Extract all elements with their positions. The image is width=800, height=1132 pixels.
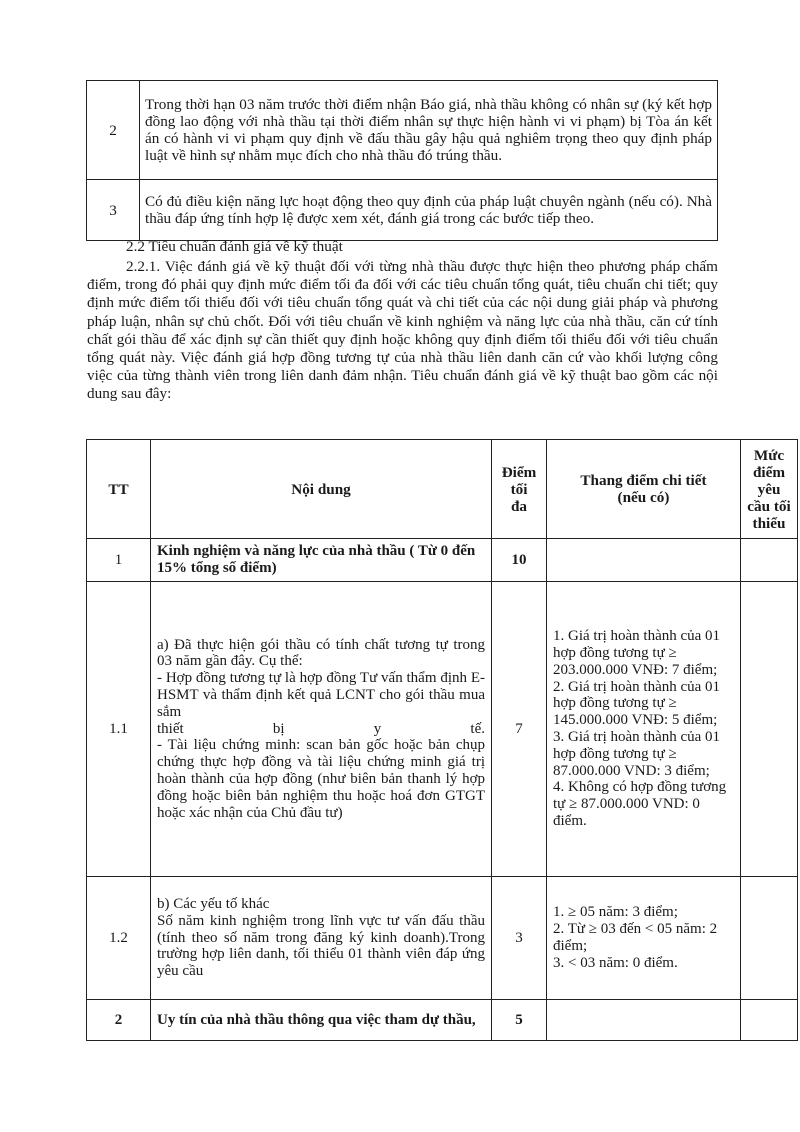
header-min-line: Mức xyxy=(753,446,785,464)
header-max-line: đa xyxy=(510,497,528,515)
table-row xyxy=(87,582,798,877)
header-detail-line: Thang điểm chi tiết xyxy=(580,472,707,489)
table-row xyxy=(87,1000,798,1041)
detail-item: 3. < 03 năm: 0 điểm. xyxy=(553,954,678,971)
content-spread-line xyxy=(157,721,485,738)
content-part: b) Các yếu tố khác xyxy=(157,896,270,912)
row-tt: 1.1 xyxy=(87,582,151,877)
row-detail xyxy=(547,539,741,582)
row-min-score xyxy=(741,877,798,1000)
content-part: a) Đã thực hiện gói thầu có tính chất tương tự trong 03 năm gần đây. Cụ thể: xyxy=(157,636,485,670)
header-max-score xyxy=(492,440,547,539)
detail-item: 1. ≥ 05 năm: 3 điểm; xyxy=(553,904,678,921)
header-min-line: thiểu xyxy=(752,514,786,532)
header-max-line: Điểm xyxy=(501,463,537,481)
content-word: bị xyxy=(272,720,285,737)
table-header-row xyxy=(87,440,798,539)
section-paragraph: 2.2.1. Việc đánh giá về kỹ thuật đối với từng nhà thầu được thực hiện theo phương pháp chấm điểm, trong đó phải quy định mức điểm tối đa đối với các tiêu chuẩn tổng quát, tiêu chuẩn chi tiết; quy định mức điểm tối thiểu đối với tiêu chuẩn tổng quát và chi tiết của các nội dung giải pháp và phương pháp luận, nhân sự chủ chốt. Đối với tiêu chuẩn về kinh nghiệm và năng lực của nhà thầu, căn cứ tính chất gói thầu để xác định sự cần thiết quy định hoặc không quy định điểm tối thiểu đối với tiêu chuẩn tổng quát này. Việc đánh giá hợp đồng tương tự của nhà thầu liên danh căn cứ vào khối lượng công việc của từng thành viên trong liên danh đảm nhận. Tiêu chuẩn đánh giá về kỹ thuật bao gồm các nội dung sau đây: xyxy=(87,258,718,403)
header-detail xyxy=(547,440,741,539)
header-min-line: yêu xyxy=(757,480,781,498)
header-min-line: điểm xyxy=(752,463,786,481)
table-row xyxy=(87,877,798,1000)
row-tt: 2 xyxy=(87,1000,151,1041)
row-content: Kinh nghiệm và năng lực của nhà thầu ( Từ 0 đến 15% tổng số điểm) xyxy=(151,539,492,582)
content-word: tế. xyxy=(470,720,485,737)
content-word: thiết xyxy=(157,720,184,737)
row-detail xyxy=(547,582,741,877)
table-row xyxy=(87,539,798,582)
row-min-score xyxy=(741,1000,798,1041)
row-tt: 1 xyxy=(87,539,151,582)
technical-criteria-table xyxy=(86,439,798,1041)
header-content: Nội dung xyxy=(151,440,492,539)
header-min-line: cầu tối xyxy=(747,497,791,515)
row-number: 3 xyxy=(87,180,140,241)
row-text: Trong thời hạn 03 năm trước thời điểm nhận Báo giá, nhà thầu không có nhân sự (ký kết hợp đồng lao động với nhà thầu tại thời điểm nhân sự thực hiện hành vi vi phạm) bị Tòa án kết án có hành vi vi phạm quy định về đấu thầu gây hậu quả nghiêm trọng theo quy định pháp luật về hình sự nhằm mục đích cho nhà thầu đó trúng thầu. xyxy=(140,81,718,180)
content-part: - Hợp đồng tương tự là hợp đồng Tư vấn thẩm định E-HSMT và thẩm định kết quả LCNT cho gói thầu mua sắm xyxy=(157,670,485,720)
content-part: Số năm kinh nghiệm trong lĩnh vực tư vấn đấu thầu (tính theo số năm trong đăng ký kinh doanh).Trong trường hợp liên danh, tối thiểu 01 thành viên đáp ứng yêu cầu xyxy=(157,912,485,980)
row-min-score xyxy=(741,539,798,582)
row-tt: 1.2 xyxy=(87,877,151,1000)
row-max-score: 5 xyxy=(492,1000,547,1041)
header-max-line: tối xyxy=(510,480,528,498)
row-content: Uy tín của nhà thầu thông qua việc tham dự thầu, xyxy=(151,1000,492,1041)
detail-item: 2. Giá trị hoàn thành của 01 hợp đồng tương tự ≥ 145.000.000 VNĐ: 5 điểm; xyxy=(553,678,721,729)
row-max-score: 10 xyxy=(492,539,547,582)
row-max-score: 7 xyxy=(492,582,547,877)
detail-item: 3. Giá trị hoàn thành của 01 hợp đồng tương tự ≥ 87.000.000 VND: 3 điểm; xyxy=(553,729,721,779)
content-part: - Tài liệu chứng minh: scan bản gốc hoặc bản chụp chứng thực hợp đồng và tài liệu chứng minh giá trị hoàn thành của hợp đồng (như biên bản thanh lý hợp đồng hoặc biên bản nghiệm thu hoặc hoá đơn GTGT hoặc xác nhận của Chủ đầu tư) xyxy=(157,737,485,821)
row-detail xyxy=(547,1000,741,1041)
row-detail xyxy=(547,877,741,1000)
header-min-score xyxy=(741,440,798,539)
eligibility-table xyxy=(86,80,718,241)
content-word: y xyxy=(373,720,382,737)
row-number: 2 xyxy=(87,81,140,180)
detail-item: 4. Không có hợp đồng tương tự ≥ 87.000.000 VND: 0 điểm. xyxy=(553,779,727,829)
table-row xyxy=(87,81,718,180)
row-text: Có đủ điều kiện năng lực hoạt động theo quy định của pháp luật chuyên ngành (nếu có). Nhà thầu đáp ứng tính hợp lệ được xem xét, đánh giá trong các bước tiếp theo. xyxy=(140,180,718,241)
row-content xyxy=(151,582,492,877)
row-min-score xyxy=(741,582,798,877)
detail-item: 1. Giá trị hoàn thành của 01 hợp đồng tương tự ≥ 203.000.000 VNĐ: 7 điểm; xyxy=(553,628,721,678)
row-max-score: 3 xyxy=(492,877,547,1000)
header-detail-line: (nếu có) xyxy=(617,489,670,506)
detail-item: 2. Từ ≥ 03 đến < 05 năm: 2 điểm; xyxy=(553,921,718,954)
table-row xyxy=(87,180,718,241)
section-heading: 2.2 Tiêu chuẩn đánh giá về kỹ thuật xyxy=(126,238,343,255)
row-content xyxy=(151,877,492,1000)
header-tt: TT xyxy=(87,440,151,539)
